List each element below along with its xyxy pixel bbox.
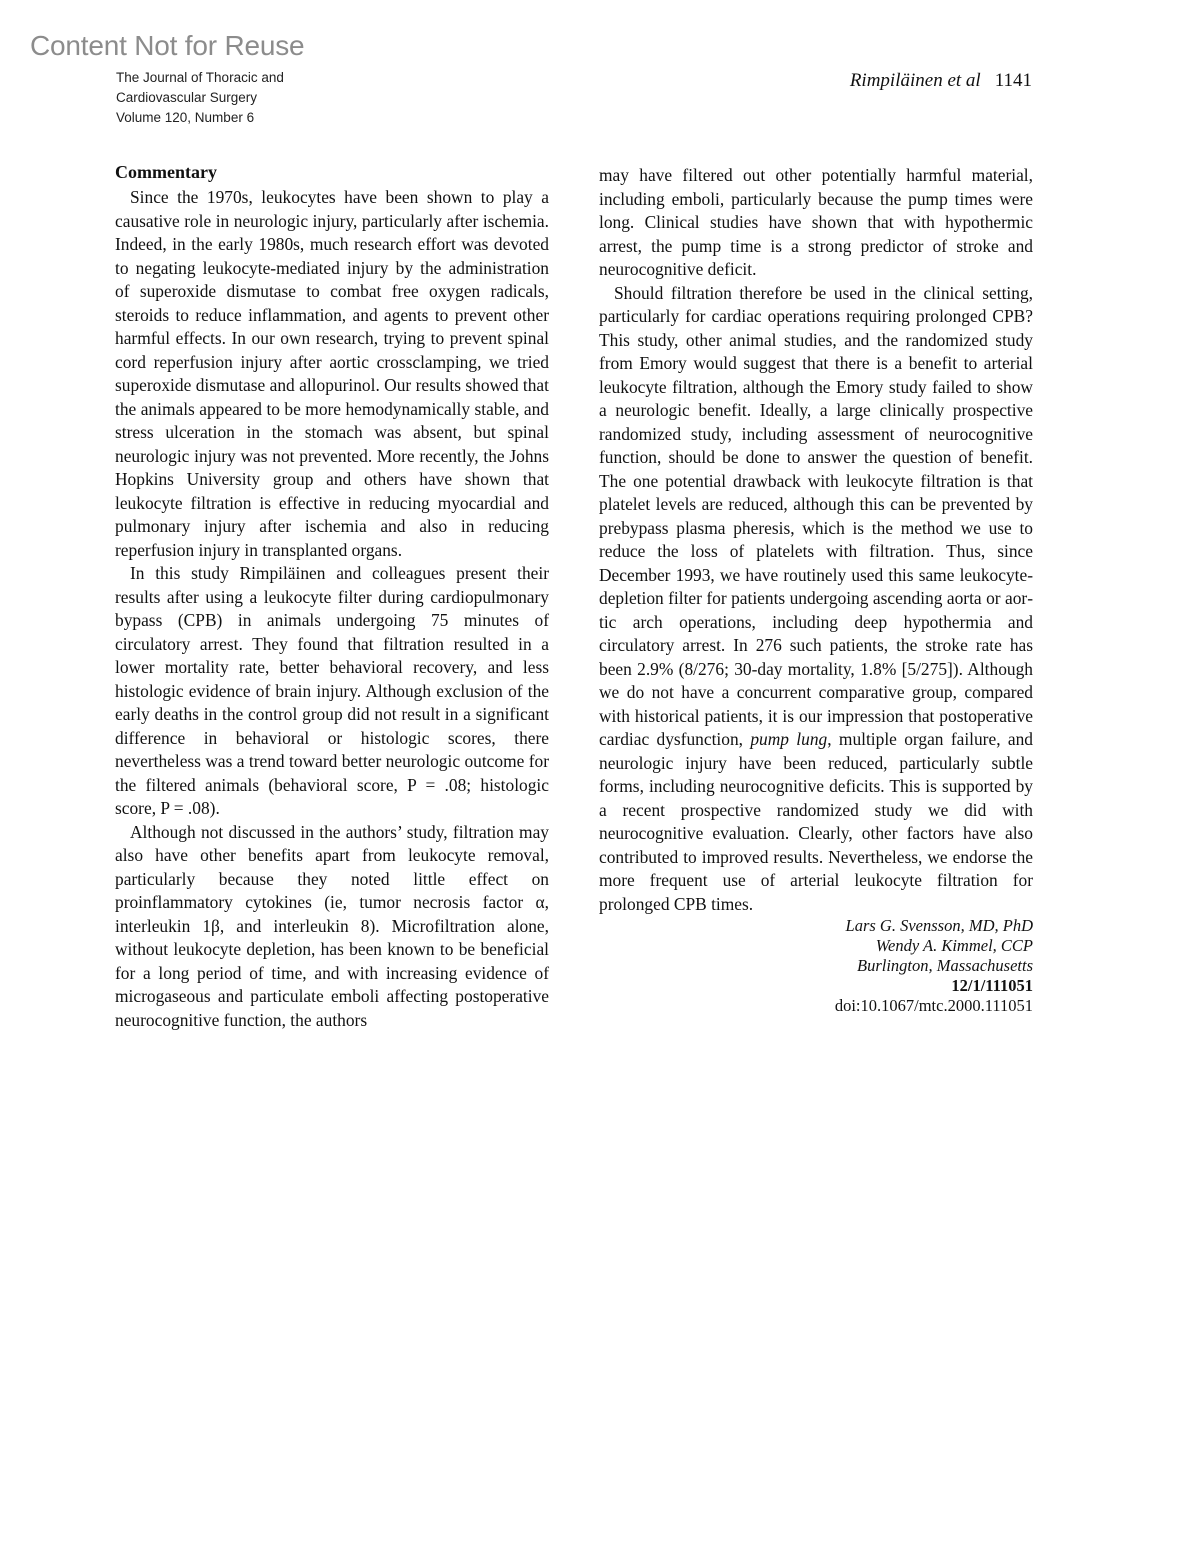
paragraph-3: Although not discussed in the authors’ study, filtration may also have other benefits apart from leukocyte removal, particularly because they noted little effect on proinflammatory cytokines (ie, tumor necrosis factor α, interleukin 1β, and interleukin 8). Microfiltration alone, without leukocyte depletion, has been known to be beneficial for a long period of time, and with increasing evidence of microgaseous and particulate emboli affecting postoperative neurocognitive function, the authors bbox=[115, 821, 549, 1030]
journal-name-line-1: The Journal of Thoracic and bbox=[116, 70, 284, 85]
left-column bbox=[115, 160, 549, 1032]
paragraph-1: Since the 1970s, leukocytes have been shown to play a causative role in neurologic injury, particularly after ischemia. Indeed, in the early 1980s, much research effort was devoted to negating leukocyte-mediated injury by the administration of superoxide dismutase to combat free oxygen radicals, steroids to reduce inflammation, and agents to prevent other harmful effects. In our own research, trying to prevent spinal cord reperfusion injury after aortic crossclamping, we tried superoxide dismutase and allopurinol. Our results showed that the animals appeared to be more hemodynamically stable, and stress ulceration in the stomach was absent, but spinal neurologic injury was not prevented. More recently, the Johns Hopkins University group and others have shown that leukocyte filtration is effective in reducing myocardial and pulmonary injury after ischemia and also in reducing reperfusion injury in transplanted organs. bbox=[115, 187, 549, 560]
page-number: 1141 bbox=[994, 70, 1032, 91]
running-head-authors: Rimpiläinen et al bbox=[849, 70, 981, 91]
journal-info bbox=[116, 68, 284, 128]
journal-volume: Volume 120, Number 6 bbox=[116, 110, 255, 125]
signature-block bbox=[599, 916, 1033, 1016]
paragraph-4-part-b: , multiple organ failure, and neurologic injury have been reduced, particularly subtle forms, including neurocognitive deficits. This is supported by a recent prospective randomized study we did with neurocognitive evaluation. Clearly, other factors have also contributed to improved results. Nevertheless, we endorse the more frequent use of arterial leukocyte filtration for prolonged CPB times. bbox=[599, 729, 1033, 914]
journal-name-line-2: Cardiovascular Surgery bbox=[116, 90, 258, 105]
section-heading: Commentary bbox=[115, 162, 217, 182]
paragraph-4-part-a: Should filtration therefore be used in the clinical setting, particularly for cardiac operations requiring prolonged CPB? This study, other animal studies, and the randomized study from Emory would suggest that there is a benefit to arterial leukocyte filtration, although the Emory study failed to show a neurologic benefit. Ideally, a large clinically prospective randomized study, including assessment of neurocognitive function, should be done to answer the question of benefit. The one potential drawback with leukocyte filtration is that platelet levels are reduced, although this can be prevented by prebypass plasma pheresis, which is the method we use to reduce the loss of platelets with filtration. Thus, since December 1993, we have routinely used this same leukocyte-depletion filter for patients undergoing ascending aorta or aortic arch operations, including deep hypothermia and circulatory arrest. In 276 such patients, the stroke rate has been 2.9% (8/276; 30-day mortality, 1.8% [5/275]). Although we do not have a concurrent comparative group, compared with historical patients, it is our impression that postoperative cardiac dysfunction, bbox=[599, 282, 1033, 749]
paragraph-4 bbox=[599, 282, 1033, 917]
paragraph-4-italic-term: pump lung bbox=[750, 729, 828, 749]
author-location: Burlington, Massachusetts bbox=[857, 956, 1033, 975]
paragraph-2: In this study Rimpiläinen and colleagues present their results after using a leukocyte filter during cardiopulmonary bypass (CPB) in animals undergoing 75 minutes of circulatory arrest. They found that filtration resulted in a lower mortality rate, better behavioral recovery, and less histologic evidence of brain injury. Although exclusion of the early deaths in the control group did not result in a significant difference in behavioral or histologic scores, there nevertheless was a trend toward better neurologic outcome for the filtered animals (behavioral score, P = .08; histologic score, P = .08). bbox=[115, 563, 549, 818]
doi-text: doi:10.1067/mtc.2000.111051 bbox=[834, 996, 1033, 1015]
right-column bbox=[599, 164, 1033, 1016]
running-head bbox=[850, 70, 1032, 92]
article-code: 12/1/111051 bbox=[951, 976, 1033, 995]
author-2: Wendy A. Kimmel, CCP bbox=[875, 936, 1033, 955]
author-1: Lars G. Svensson, MD, PhD bbox=[845, 916, 1033, 935]
watermark-text: Content Not for Reuse bbox=[30, 30, 305, 61]
paragraph-3-continued: may have filtered out other potentially harmful material, including emboli, particularly because the pump times were long. Clinical studies have shown that with hypothermic arrest, the pump time is a strong predictor of stroke and neurocognitive deficit. bbox=[599, 165, 1033, 279]
